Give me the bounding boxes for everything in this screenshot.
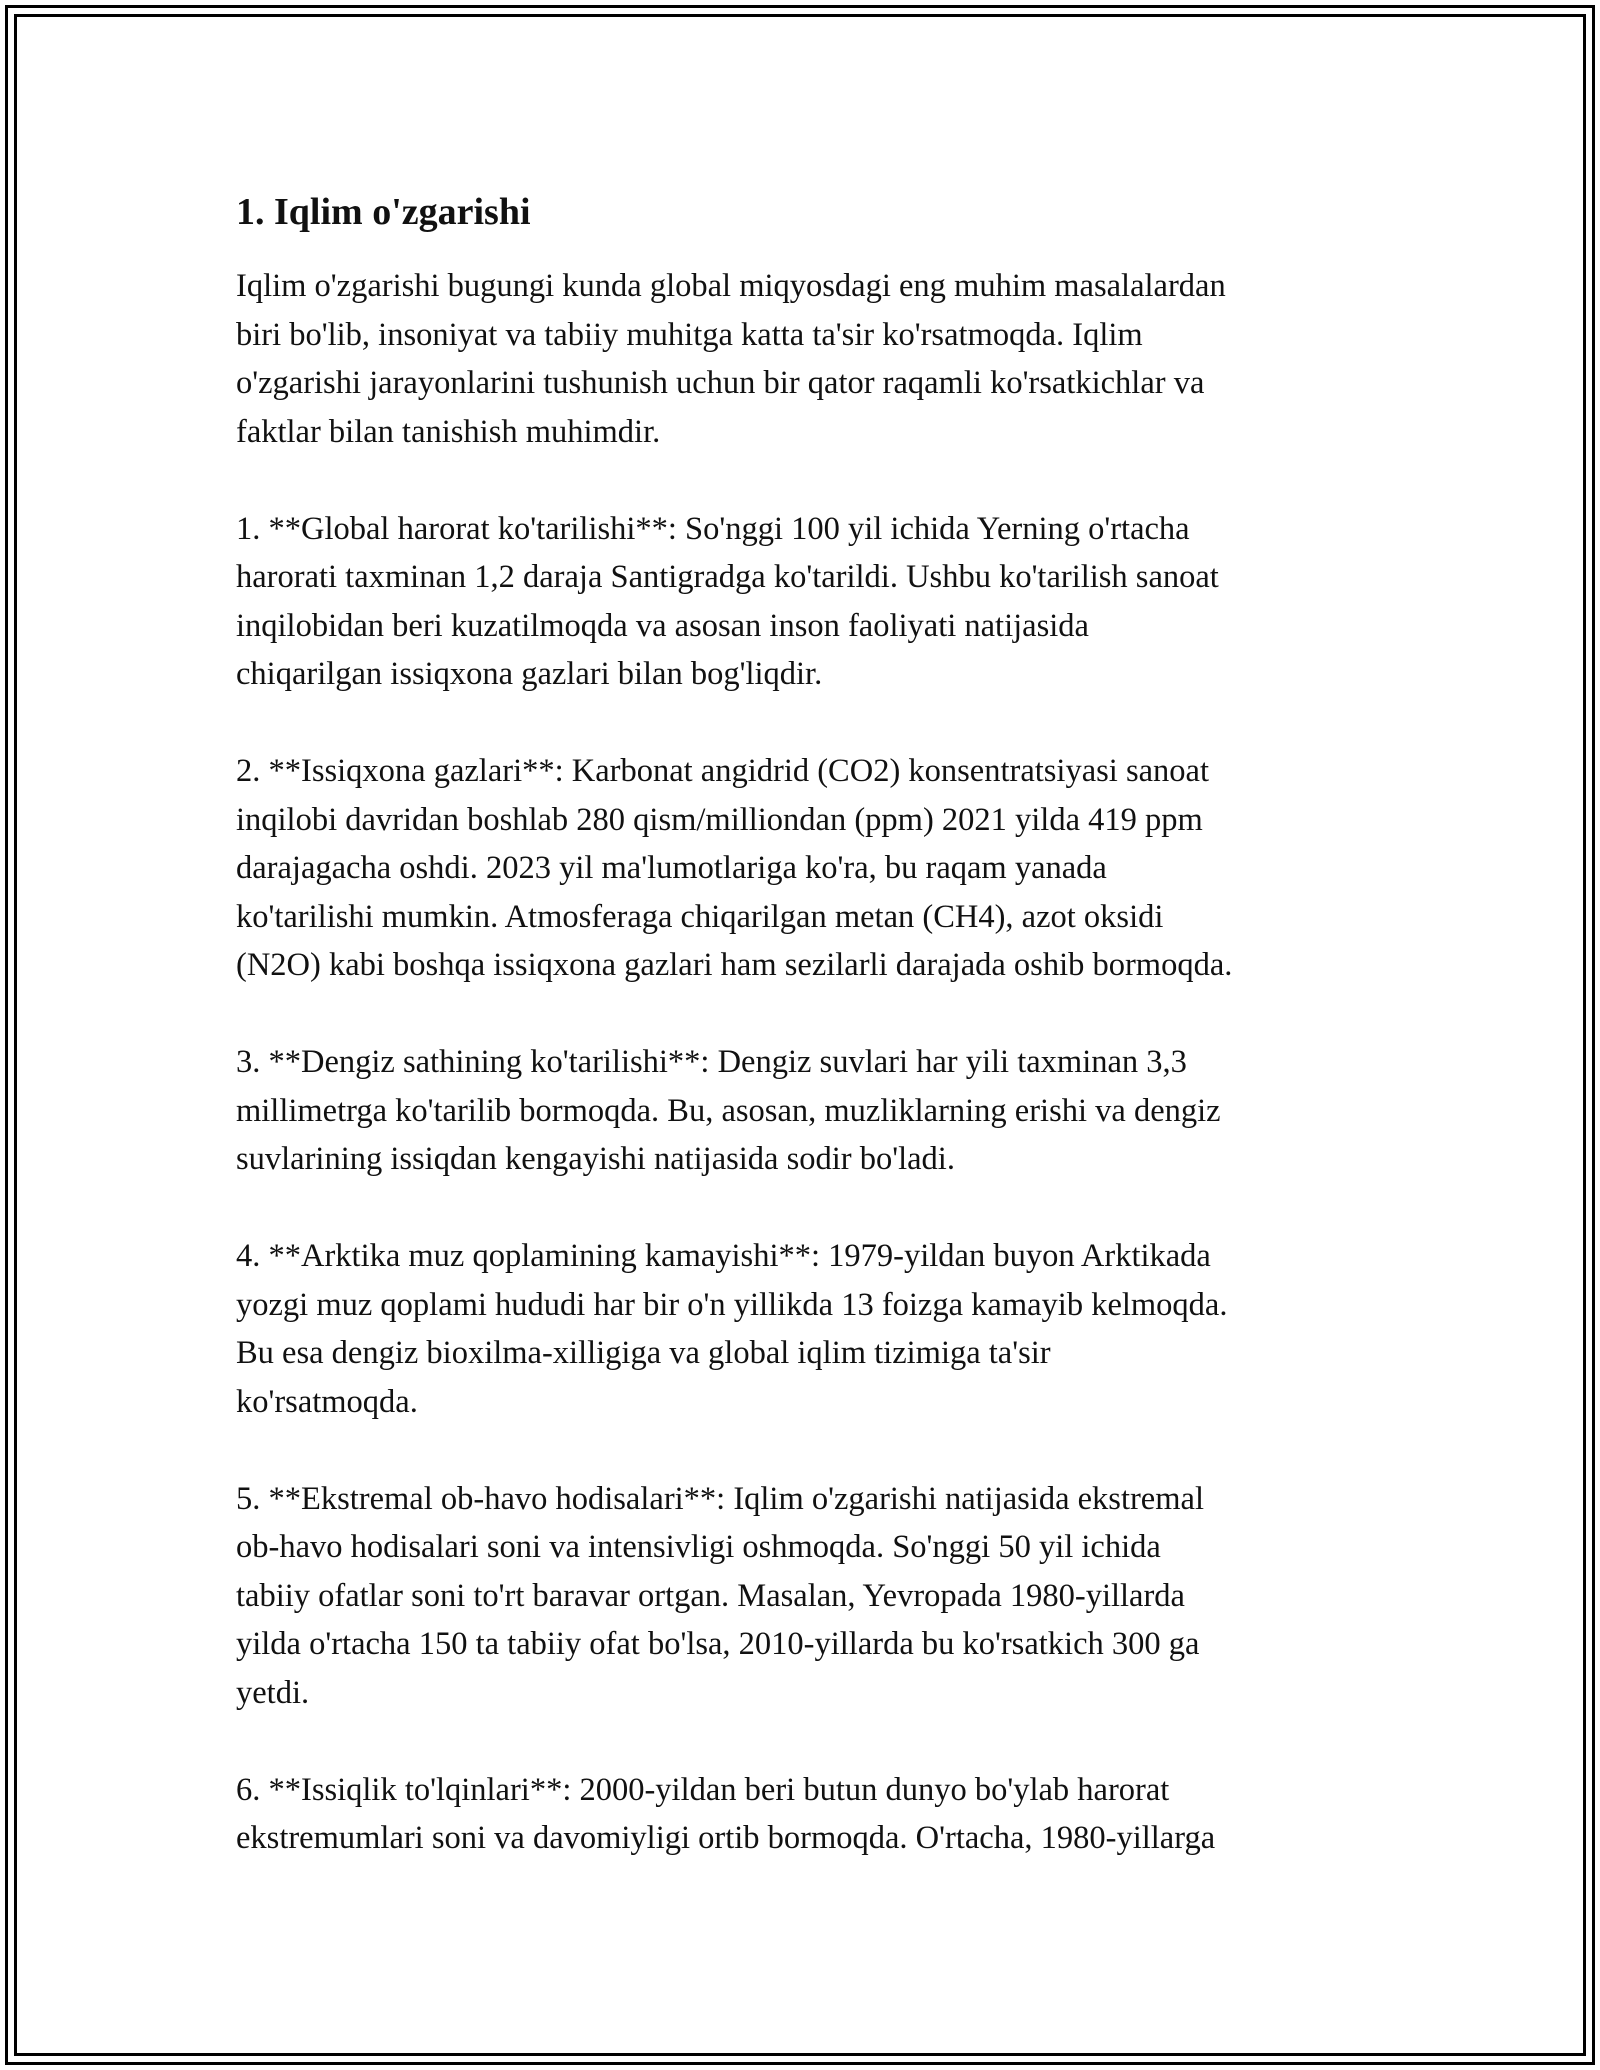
text-line: 6. **Issiqlik to'lqinlari**: 2000-yildan beri butun dunyo bo'ylab harorat [236,1771,1170,1808]
text-line: (N2O) kabi boshqa issiqxona gazlari ham sezilarli darajada oshib bormoqda. [236,947,1233,983]
text-line: o'zgarishi jarayonlarini tushunish uchun bir qator raqamli ko'rsatkichlar va [236,365,1205,401]
document-title: 1. Iqlim o'zgarishi [236,191,531,233]
text-line: ko'rsatmoqda. [236,1383,418,1420]
list-item-paragraph [236,505,1366,699]
list-item-paragraph [236,1475,1366,1718]
text-line: millimetrga ko'tarilib bormoqda. Bu, asosan, muzliklarning erishi va dengiz [236,1092,1221,1129]
text-line: faktlar bilan tanishish muhimdir. [236,413,661,450]
text-line: inqilobidan beri kuzatilmoqda va asosan inson faoliyati natijasida [236,607,1089,644]
text-line: 4. **Arktika muz qoplamining kamayishi**: 1979-yildan buyon Arktikada [236,1238,1211,1274]
text-line: ekstremumlari soni va davomiyligi ortib bormoqda. O'rtacha, 1980-yillarga [236,1820,1216,1856]
text-line: 5. **Ekstremal ob-havo hodisalari**: Iqlim o'zgarishi natijasida ekstremal [236,1480,1204,1517]
list-item-paragraph [236,1232,1366,1426]
text-line: Iqlim o'zgarishi bugungi kunda global miqyosdagi eng muhim masalalardan [236,268,1226,304]
text-line: harorati taxminan 1,2 daraja Santigradga ko'tarildi. Ushbu ko'tarilish sanoat [236,559,1219,595]
text-line: yozgi muz qoplami hududi har bir o'n yillikda 13 foizga kamayib kelmoqda. [236,1286,1228,1323]
text-line: yilda o'rtacha 150 ta tabiiy ofat bo'lsa, 2010-yillarda bu ko'rsatkich 300 ga [236,1626,1200,1662]
text-line: 3. **Dengiz sathining ko'tarilishi**: Dengiz suvlari har yili taxminan 3,3 [236,1044,1187,1080]
text-line: yetdi. [236,1674,310,1711]
text-line: chiqarilgan issiqxona gazlari bilan bog'liqdir. [236,656,823,692]
intro-paragraph [236,262,1366,456]
list-item-paragraph [236,1766,1366,1863]
list-item-paragraph [236,747,1366,990]
text-line: darajagacha oshdi. 2023 yil ma'lumotlariga ko'ra, bu raqam yanada [236,850,1107,886]
text-line: biri bo'lib, insoniyat va tabiiy muhitga katta ta'sir ko'rsatmoqda. Iqlim [236,316,1143,353]
text-line: tabiiy ofatlar soni to'rt baravar ortgan. Masalan, Yevropada 1980-yillarda [236,1577,1185,1614]
text-line: ob-havo hodisalari soni va intensivligi oshmoqda. So'nggi 50 yil ichida [236,1529,1161,1565]
paragraph-list [236,262,1366,1863]
text-line: suvlarining issiqdan kengayishi natijasida sodir bo'ladi. [236,1141,955,1177]
text-line: 2. **Issiqxona gazlari**: Karbonat angidrid (CO2) konsentratsiyasi sanoat [236,753,1209,789]
document-body [236,186,1366,1911]
text-line: inqilobi davridan boshlab 280 qism/milliondan (ppm) 2021 yilda 419 ppm [236,801,1203,838]
list-item-paragraph [236,1038,1366,1184]
text-line: Bu esa dengiz bioxilma-xilligiga va global iqlim tizimiga ta'sir [236,1335,1051,1371]
text-line: 1. **Global harorat ko'tarilishi**: So'nggi 100 yil ichida Yerning o'rtacha [236,510,1190,547]
text-line: ko'tarilishi mumkin. Atmosferaga chiqarilgan metan (CH4), azot oksidi [236,898,1164,935]
